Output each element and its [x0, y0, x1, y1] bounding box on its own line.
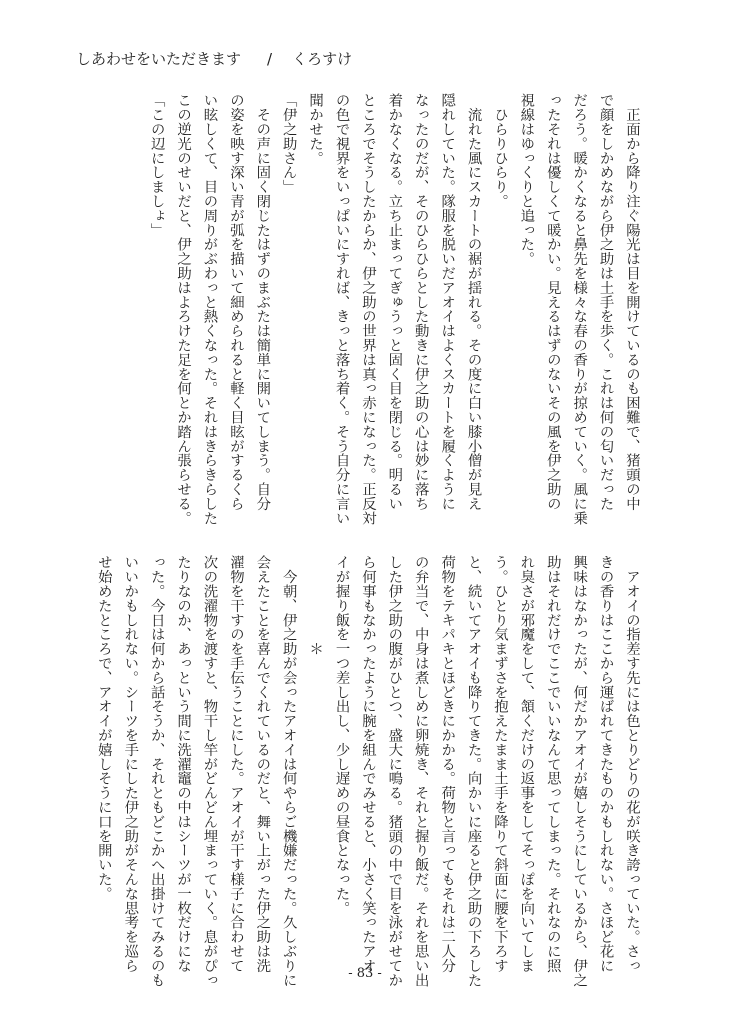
- text-line: だろう。暖かくなると鼻先を様々な春の香りが掠めていく。風に乗: [571, 93, 588, 525]
- text-line: の弁当で、中身は煮しめに卵焼き、それと握り飯だ。それを思い出: [412, 555, 429, 987]
- book-title: しあわせをいただきます: [76, 50, 242, 68]
- text-line: 着かなくなる。立ち止まってぎゅうっと固く目を閉じる。明るい: [386, 93, 403, 511]
- text-line: 会えたことを喜んでくれているのだと、舞い上がった伊之助は洗: [254, 555, 271, 973]
- header-separator: /: [267, 50, 273, 68]
- running-header: [76, 48, 352, 69]
- text-line: ところでそうしたからか、伊之助の世界は真っ赤になった。正反対: [359, 93, 376, 525]
- text-line: 次の洗濯物を渡すと、物干し竿がどんどん埋まっていく。息がぴっ: [201, 555, 218, 987]
- text-line: ら何事もなかったように腕を組んでみせると、小さく笑ったアオ: [359, 555, 376, 973]
- text-line: 隠れしていた。隊服を脱いだアオイはよくスカートを履くように: [439, 93, 456, 511]
- text-line: きの香りはここから運ばれてきたものかもしれない。さほど花に: [597, 555, 614, 973]
- text-line: の色で視界をいっぱいにすれば、きっと落ち着く。そう自分に言い: [333, 93, 350, 525]
- text-line: この逆光のせいだと、伊之助はよろけた足を何とか踏ん張らせる。: [175, 93, 192, 525]
- text-line: う。ひとり気まずさを抱えたまま土手を降りて斜面に腰を下ろす: [491, 555, 508, 973]
- text-line: した伊之助の腹がひとつ、盛大に鳴る。猪頭の中で目を泳がせてか: [386, 555, 403, 987]
- text-line: 視線はゆっくりと追った。: [518, 93, 535, 266]
- text-line: った。今日は何から話そうか、それともどこかへ出掛けてみるのも: [148, 555, 165, 987]
- text-line: で顔をしかめながら伊之助は土手を歩く。これは何の匂いだった: [597, 93, 614, 511]
- text-line: イが握り飯を一つ差し出し、少し遅めの昼食となった。: [333, 555, 350, 915]
- text-line: 流れた風にスカートの裾が揺れる。その度に白い膝小僧が見え: [465, 93, 482, 511]
- text-line: と、続いてアオイも降りてきた。向かいに座ると伊之助の下ろした: [465, 555, 482, 987]
- text-line: ひらりひらり。: [491, 93, 508, 209]
- text-line: の姿を映す深い青が弧を描いて細められると軽く目眩がするくら: [227, 93, 244, 511]
- text-line: ったそれは優しくて暖かい。見えるはずのないその風を伊之助の: [544, 93, 561, 511]
- text-line: 正面から降り注ぐ陽光は目を開けているのも困難で、猪頭の中: [624, 93, 640, 511]
- text-line: 荷物をテキパキとほどきにかかる。荷物と言ってもそれは二人分: [439, 555, 456, 973]
- text-block-upper: [143, 93, 645, 525]
- text-line: 興味はなかったが、何だかアオイが嬉しそうにしているから、伊之: [571, 555, 588, 987]
- page-number: - 83 -: [348, 966, 382, 981]
- text-line: その声に固く閉じたはずのまぶたは簡単に開いてしまう。自分: [254, 93, 271, 511]
- text-line: なったのだが、そのひらひらとした動きに伊之助の心は妙に落ち: [412, 93, 429, 511]
- text-line: 聞かせた。: [307, 93, 324, 165]
- text-line: い眩しくて、目の周りがぶわっと熱くなった。それはきらきらした: [201, 93, 218, 525]
- text-line: せ始めたところで、アオイが嬉しそうに口を開いた。: [95, 555, 112, 901]
- author-name: くろすけ: [292, 50, 353, 68]
- text-line: 濯物を干すのを手伝うことにした。アオイが干す様子に合わせて: [227, 555, 244, 973]
- text-line: れ臭さが邪魔をして、頷くだけの返事をしてそっぽを向いてしま: [518, 555, 535, 973]
- text-line: ＊: [307, 555, 324, 656]
- text-line: 今朝、伊之助が会ったアオイは何やらご機嫌だった。久しぶりに: [280, 555, 297, 987]
- text-line: たりなのか、あっという間に洗濯竈の中はシーツが一枚だけにな: [175, 555, 192, 973]
- text-line: アオイの指差す先には色とりどりの花が咲き誇っていた。さっ: [624, 555, 640, 973]
- text-line: 「この辺にしましょ」: [148, 93, 165, 237]
- text-line: 助はそれだけでここでいいなんて思ってしまった。それなのに照: [544, 555, 561, 973]
- text-line: いいかもしれない。シーツを手にした伊之助がそんな思考を巡ら: [122, 555, 139, 973]
- text-line: 「伊之助さん」: [280, 93, 297, 194]
